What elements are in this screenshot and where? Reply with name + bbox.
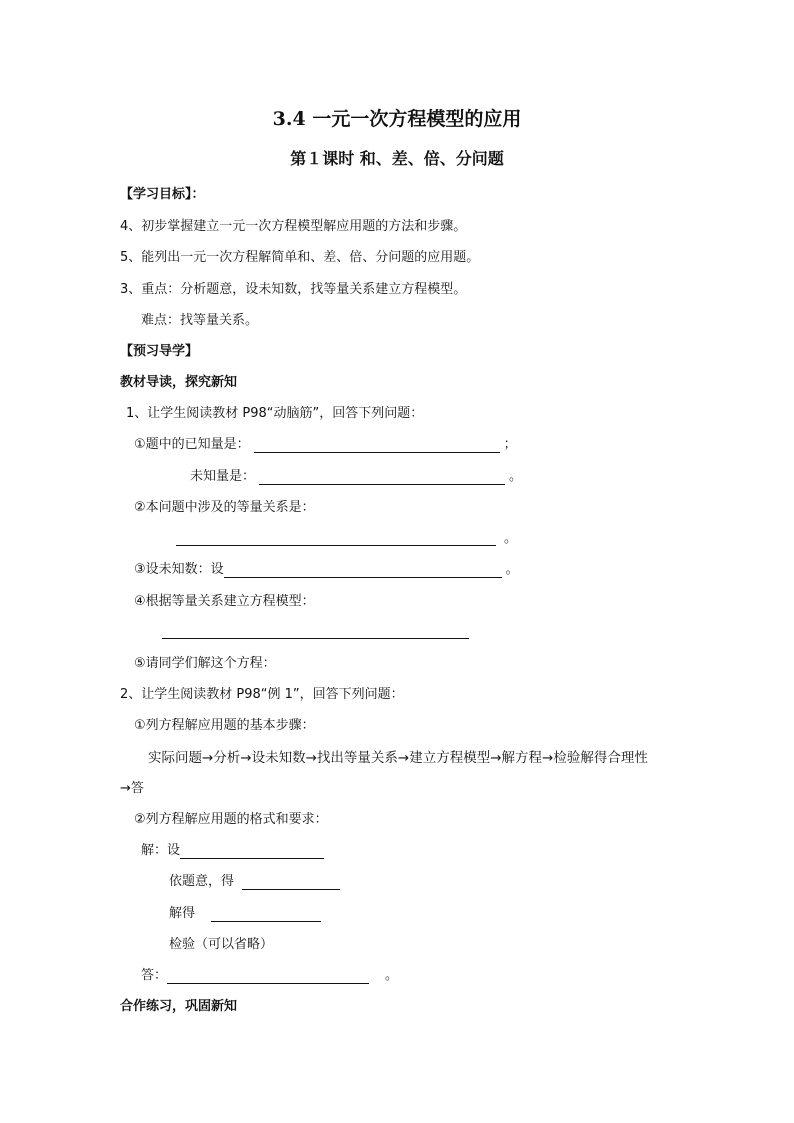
basic-steps-label: ①列方程解应用题的基本步骤：: [134, 718, 315, 733]
answer-line: [141, 968, 398, 984]
basic-steps-line-1: 实际问题→分析→设未知数→找出等量关系→建立方程模型→解方程→检验解得合理性: [148, 750, 648, 766]
section-heading-practice: 合作练习，巩固新知: [120, 999, 238, 1014]
according-line: [169, 874, 344, 890]
solution-line: [169, 906, 325, 922]
solution-label: 解得: [169, 906, 196, 921]
build-model-label: ④根据等量关系建立方程模型：: [134, 594, 315, 609]
answer-blank[interactable]: [167, 969, 369, 984]
page-title: 3.4 一元一次方程模型的应用: [272, 108, 522, 130]
unknown-quantity-end: 。: [509, 469, 523, 484]
set-unknown-blank[interactable]: [224, 563, 502, 578]
known-quantity-blank[interactable]: [254, 438, 500, 453]
according-label: 依题意，得: [169, 874, 235, 889]
goal-item: 3、重点：分析题意，设未知数，找等量关系建立方程模型。: [120, 282, 467, 297]
answer-label: 答：: [141, 968, 168, 983]
equal-relation-blank[interactable]: [176, 545, 496, 546]
set-unknown-line: [134, 562, 519, 578]
goal-item: 4、初步掌握建立一元一次方程模型解应用题的方法和步骤。: [120, 219, 467, 234]
goals-heading: 【学习目标】：: [120, 187, 205, 202]
basic-steps-line-2: →答: [120, 781, 144, 796]
known-quantity-end: ；: [503, 437, 517, 452]
section-heading-reading: 教材导读，探究新知: [120, 375, 238, 390]
question-2-prompt: 2、让学生阅读教材 P98“例 1”，回答下列问题：: [120, 687, 404, 702]
according-blank[interactable]: [242, 875, 340, 890]
goal-item: 5、能列出一元一次方程解简单和、差、倍、分问题的应用题。: [120, 250, 480, 265]
set-unknown-label: ③设未知数：设: [134, 562, 224, 577]
unknown-quantity-label: 未知量是：: [190, 469, 256, 484]
check-label: 检验（可以省略）: [169, 937, 274, 952]
question-1-prompt: 1、让学生阅读教材 P98“动脑筋”，回答下列问题：: [126, 406, 424, 421]
known-quantity-line: [134, 437, 517, 453]
unknown-quantity-line: [190, 469, 522, 485]
format-label: ②列方程解应用题的格式和要求：: [134, 812, 328, 827]
solve-equation-label: ⑤请同学们解这个方程：: [134, 656, 276, 671]
answer-end: 。: [385, 968, 399, 983]
unknown-quantity-blank[interactable]: [259, 470, 505, 485]
preview-heading: 【预习导学】: [120, 344, 199, 359]
solve-set-blank[interactable]: [180, 844, 324, 859]
lesson-subtitle: 第１课时 和、差、倍、分问题: [290, 149, 504, 168]
equal-relation-end: 。: [504, 531, 518, 546]
goal-item-difficulty: 难点：找等量关系。: [141, 313, 259, 328]
set-unknown-end: 。: [505, 562, 519, 577]
build-model-blank[interactable]: [162, 638, 469, 639]
equal-relation-label: ②本问题中涉及的等量关系是：: [134, 500, 315, 515]
solve-set-line: [141, 843, 328, 859]
solution-blank[interactable]: [211, 907, 321, 922]
solve-set-label: 解：设: [141, 843, 181, 858]
known-quantity-label: ①题中的已知量是：: [134, 437, 250, 452]
